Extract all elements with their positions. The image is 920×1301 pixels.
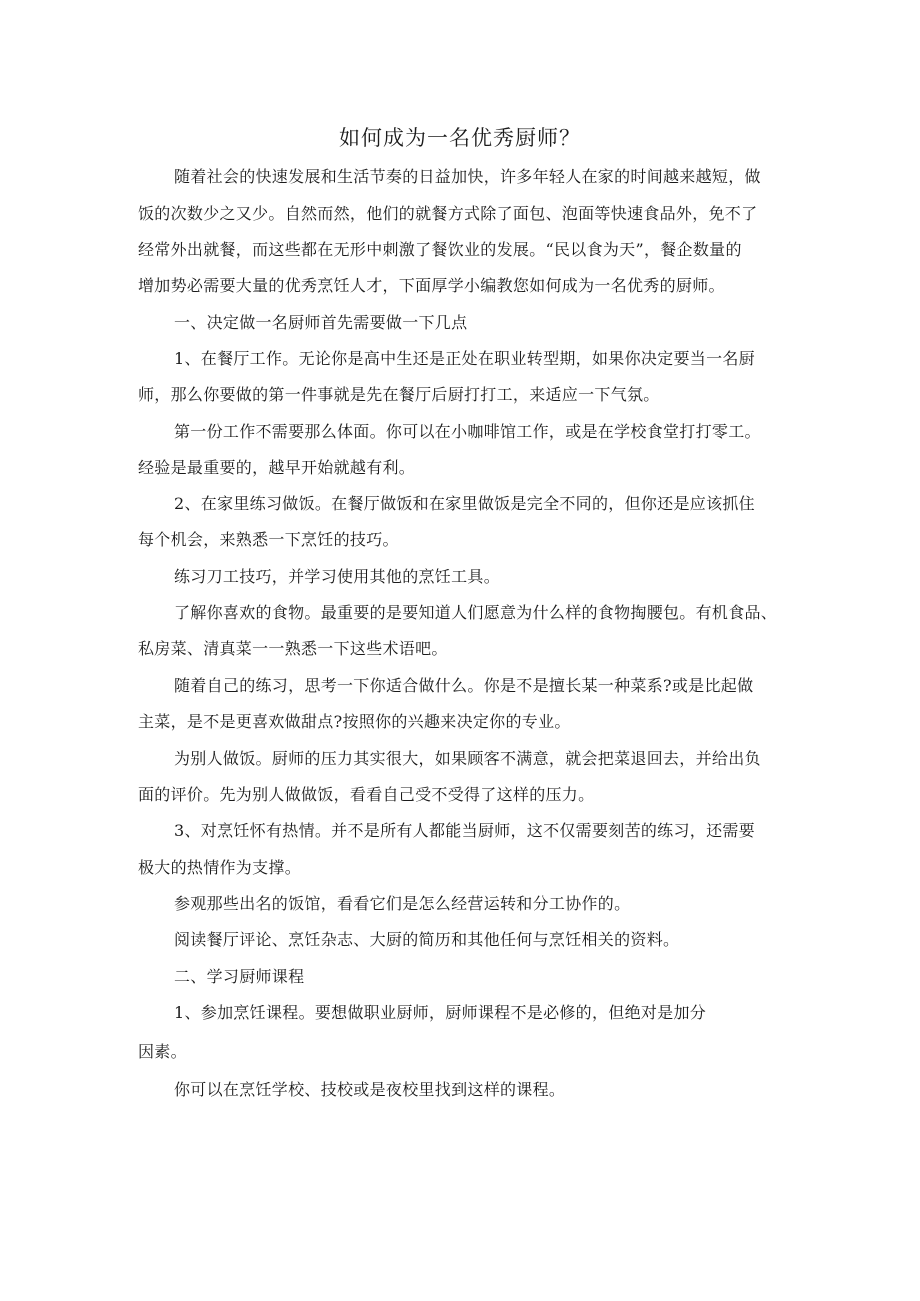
paragraph-line: 1、在餐厅工作。无论你是高中生还是正处在职业转型期，如果你决定要当一名厨 [174, 349, 755, 368]
paragraph-line: 经常外出就餐，而这些都在无形中刺激了餐饮业的发展。“民以食为天”，餐企数量的 [138, 240, 742, 259]
paragraph-line: 饭的次数少之又少。自然而然，他们的就餐方式除了面包、泡面等快速食品外，免不了 [138, 204, 758, 223]
paragraph-line: 3、对烹饪怀有热情。并不是所有人都能当厨师，这不仅需要刻苦的练习，还需要 [174, 821, 755, 840]
document-title: 如何成为一名优秀厨师？ [339, 126, 581, 150]
paragraph-line: 私房菜、清真菜一一熟悉一下这些术语吧。 [138, 639, 448, 658]
paragraph-line: 为别人做饭。厨师的压力其实很大，如果顾客不满意，就会把菜退回去，并给出负 [174, 749, 761, 768]
paragraph-line: 1、参加烹饪课程。要想做职业厨师，厨师课程不是必修的，但绝对是加分 [174, 1003, 707, 1022]
paragraph-line: 练习刀工技巧，并学习使用其他的烹饪工具。 [174, 567, 501, 586]
section-heading: 二、学习厨师课程 [174, 967, 305, 986]
paragraph-line: 主菜，是不是更喜欢做甜点?按照你的兴趣来决定你的专业。 [138, 712, 571, 731]
paragraph-line: 随着自己的练习，思考一下你适合做什么。你是不是擅长某一种菜系?或是比起做 [174, 676, 754, 695]
paragraph-line: 经验是最重要的，越早开始就越有利。 [138, 458, 416, 477]
paragraph-line: 阅读餐厅评论、烹饪杂志、大厨的简历和其他任何与烹饪相关的资料。 [174, 930, 680, 949]
paragraph-line: 因素。 [138, 1042, 187, 1061]
paragraph-line: 2、在家里练习做饭。在餐厅做饭和在家里做饭是完全不同的，但你还是应该抓住 [174, 494, 755, 513]
paragraph-line: 第一份工作不需要那么体面。你可以在小咖啡馆工作，或是在学校食堂打打零工。 [174, 422, 761, 441]
paragraph-line: 面的评价。先为别人做做饭，看看自己受不受得了这样的压力。 [138, 785, 595, 804]
paragraph-line: 师，那么你要做的第一件事就是先在餐厅后厨打打工，来适应一下气氛。 [138, 385, 660, 404]
paragraph-line: 了解你喜欢的食物。最重要的是要知道人们愿意为什么样的食物掏腰包。有机食品、 [174, 603, 778, 622]
section-heading: 一、决定做一名厨师首先需要做一下几点 [174, 313, 468, 332]
paragraph-line: 极大的热情作为支撑。 [138, 858, 302, 877]
paragraph-line: 每个机会，来熟悉一下烹饪的技巧。 [138, 530, 399, 549]
paragraph-line: 随着社会的快速发展和生活节奏的日益加快，许多年轻人在家的时间越来越短，做 [174, 167, 761, 186]
paragraph-line: 增加势必需要大量的优秀烹饪人才，下面厚学小编教您如何成为一名优秀的厨师。 [138, 276, 725, 295]
paragraph-line: 你可以在烹饪学校、技校或是夜校里找到这样的课程。 [174, 1080, 566, 1099]
paragraph-line: 参观那些出名的饭馆，看看它们是怎么经营运转和分工协作的。 [174, 894, 631, 913]
